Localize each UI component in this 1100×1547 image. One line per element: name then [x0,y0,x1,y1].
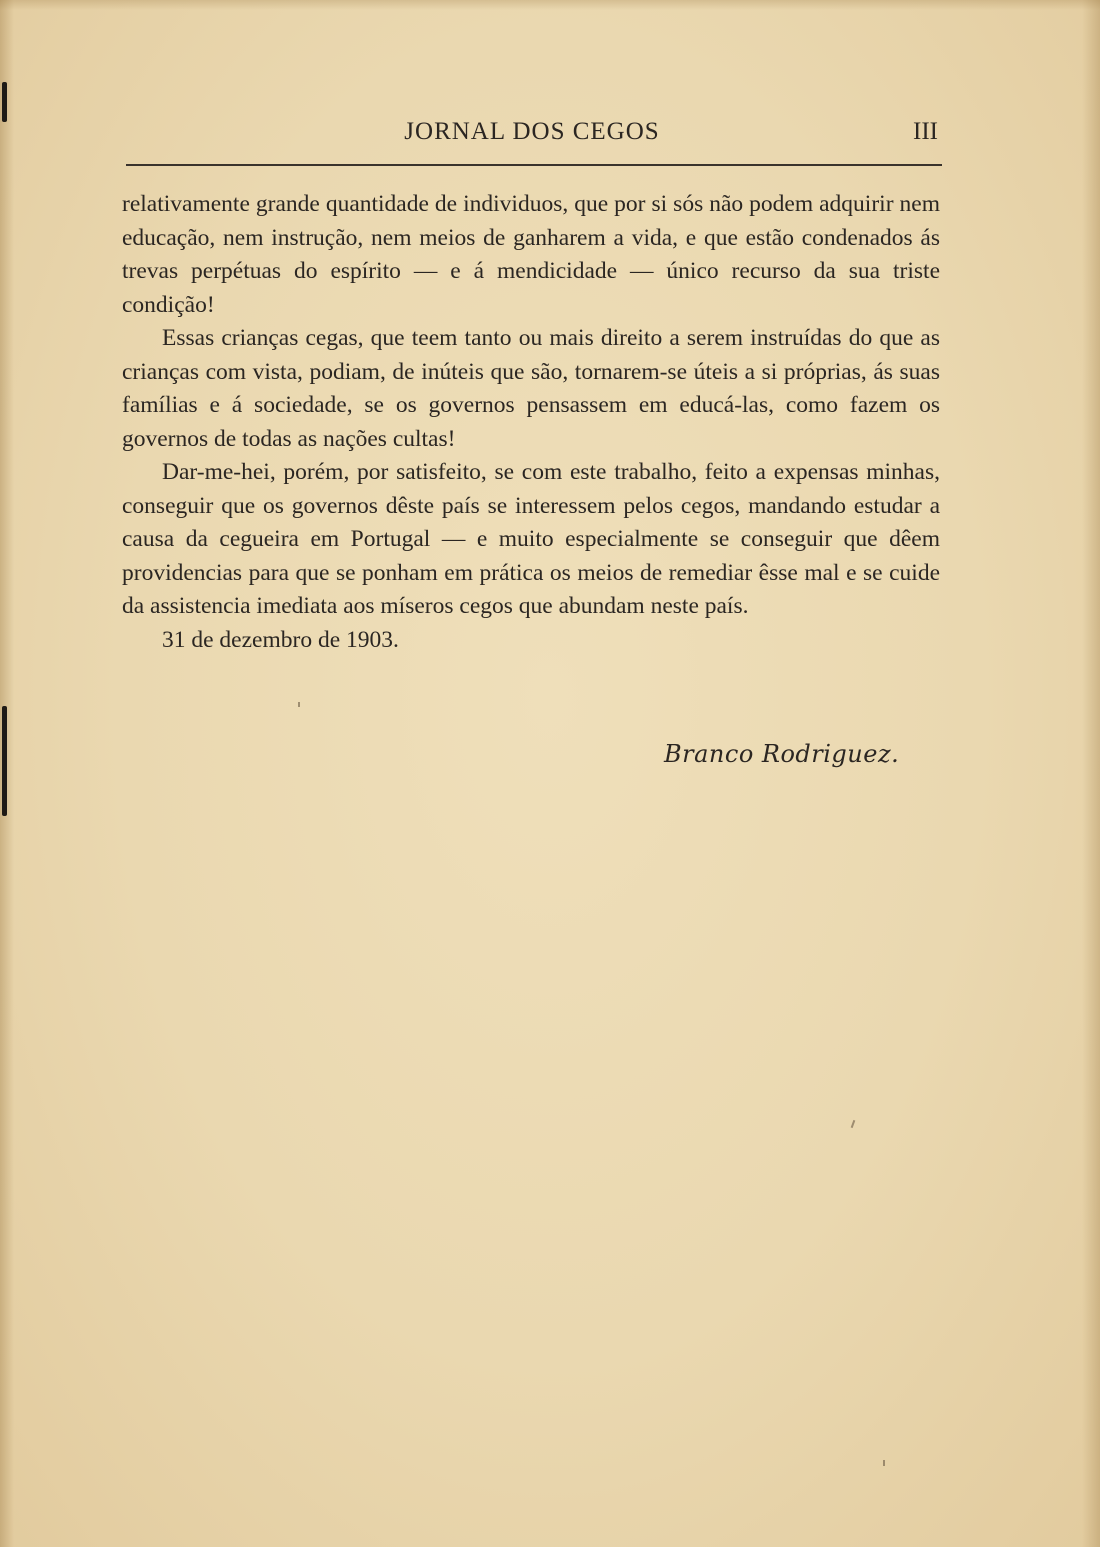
binding-mark [2,82,7,122]
page-header [122,118,942,154]
paragraph: Essas crianças cegas, que teem tanto ou mais direito a serem instruídas do que as crianças com vista, podiam, de inúteis que são, tornarem-se úteis a si próprias, ás suas famílias e á sociedade, se os governos pensassem em educá-las, como fazem os governos de todas as nações cultas! [122,325,940,452]
paper-speck [883,1460,885,1466]
paragraph: Dar-me-hei, porém, por satisfeito, se com este trabalho, feito a expensas minhas, conseguir que os governos dêste país se interessem pelos cegos, mandando estudar a causa da cegueira em Portugal — e muito especialmente se conseguir que dêem providencias para que se ponham em prática os meios de remediar êsse mal e se cuide da assistencia imediata aos míseros cegos que abundam neste país. [122,459,940,619]
author-signature: Branco Rodriguez. [664,740,900,768]
page-number: III [913,118,938,145]
body-text [122,188,940,657]
paper-speck [298,702,300,707]
running-title: JORNAL DOS CEGOS [404,118,660,145]
paragraph-continuation: relativamente grande quantidade de individuos, que por si sós não podem adquirir nem educação, nem instrução, nem meios de ganharem a vida, e que estão condenados ás trevas perpétuas do espírito — e á mendicidade — único recurso da sua triste condição! [122,191,940,318]
date-line: 31 de dezembro de 1903. [162,626,399,653]
binding-mark [2,706,7,816]
page-edge-shadow-top [0,0,1100,10]
page-edge-shadow-right [1082,0,1100,1547]
paper-speck [851,1120,856,1128]
header-rule [126,164,942,166]
